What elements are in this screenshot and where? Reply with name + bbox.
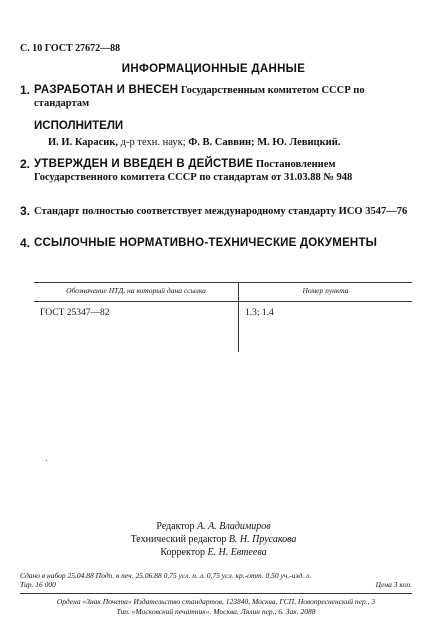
section-2-number: 2.	[20, 157, 31, 171]
section-2-text: Постановлением Государственного комитета СССР по стандартам от 31.03.88 № 948	[34, 159, 353, 183]
print-run: Тир. 16 000	[20, 580, 56, 589]
section-3	[20, 205, 410, 218]
page-title: ИНФОРМАЦИОННЫЕ ДАННЫЕ	[121, 63, 306, 75]
section-4	[20, 237, 410, 250]
section-3-number: 3.	[20, 204, 31, 218]
imprint-divider	[20, 593, 412, 594]
col-header-clause: Номер пункта	[239, 283, 413, 302]
section-1-number: 1.	[20, 83, 31, 97]
credit-tech-editor	[0, 533, 427, 546]
section-1-caps: РАЗРАБОТАН И ВНЕСЕН	[34, 84, 179, 96]
table-row	[34, 302, 412, 353]
performer-2: Ф. В. Саввин;	[188, 137, 255, 148]
imprint-line-1: Сдано в набор 25.04.88 Подп. в печ. 25.06.88 0,75 усл. п. л. 0,75 усл. кр.-отт. 0,50 уч.-изд. л.	[20, 571, 312, 580]
section-4-text: ССЫЛОЧНЫЕ НОРМАТИВНО-ТЕХНИЧЕСКИЕ ДОКУМЕНТЫ	[34, 237, 378, 249]
printer-line: Тип. «Московский печатник». Москва, Лялин пер., 6. Зак. 2088	[116, 607, 316, 616]
performers-heading: ИСПОЛНИТЕЛИ	[34, 120, 124, 132]
section-2-caps: УТВЕРЖДЕН И ВВЕДЕН В ДЕЙСТВИЕ	[34, 158, 254, 170]
section-4-number: 4.	[20, 236, 31, 250]
page-header: С. 10 ГОСТ 27672—88	[20, 43, 121, 54]
stray-dot	[46, 460, 47, 461]
reference-table	[34, 282, 412, 352]
section-1	[20, 84, 410, 110]
col-header-doc: Обозначение НТД, на который дана ссылка	[34, 283, 239, 302]
performers-list	[48, 137, 418, 148]
cell-clause: 1.3; 1.4	[245, 308, 274, 318]
publisher-address	[20, 597, 412, 617]
tech-editor-role: Технический редактор	[130, 534, 227, 545]
price: Цена 3 коп.	[375, 580, 412, 589]
cell-doc: ГОСТ 25347—82	[34, 302, 239, 353]
section-3-text: Стандарт полностью соответствует международному стандарту ИСО 3547—76	[34, 206, 408, 217]
proofreader-role: Корректор	[160, 547, 205, 558]
imprint-line-2	[20, 580, 412, 589]
credit-proofreader	[0, 546, 427, 559]
credits-block	[0, 520, 427, 559]
editor-role: Редактор	[156, 521, 195, 532]
section-2	[20, 158, 410, 184]
tech-editor-name: В. Н. Прусакова	[228, 534, 297, 545]
performer-1-title: д-р техн. наук;	[120, 137, 186, 148]
performer-3: М. Ю. Левицкий.	[257, 137, 341, 148]
editor-name: А. А. Владимиров	[197, 521, 271, 532]
section-1-text: Государственным комитетом СССР по стандартам	[34, 85, 365, 109]
credit-editor	[0, 520, 427, 533]
performer-1: И. И. Карасик,	[48, 137, 119, 148]
publisher-line: Ордена «Знак Почета» Издательство стандартов, 123840, Москва, ГСП, Новопресненский пер., 3	[56, 597, 376, 606]
proofreader-name: Е. Н. Евтеева	[207, 547, 267, 558]
table-header-row	[34, 283, 412, 302]
